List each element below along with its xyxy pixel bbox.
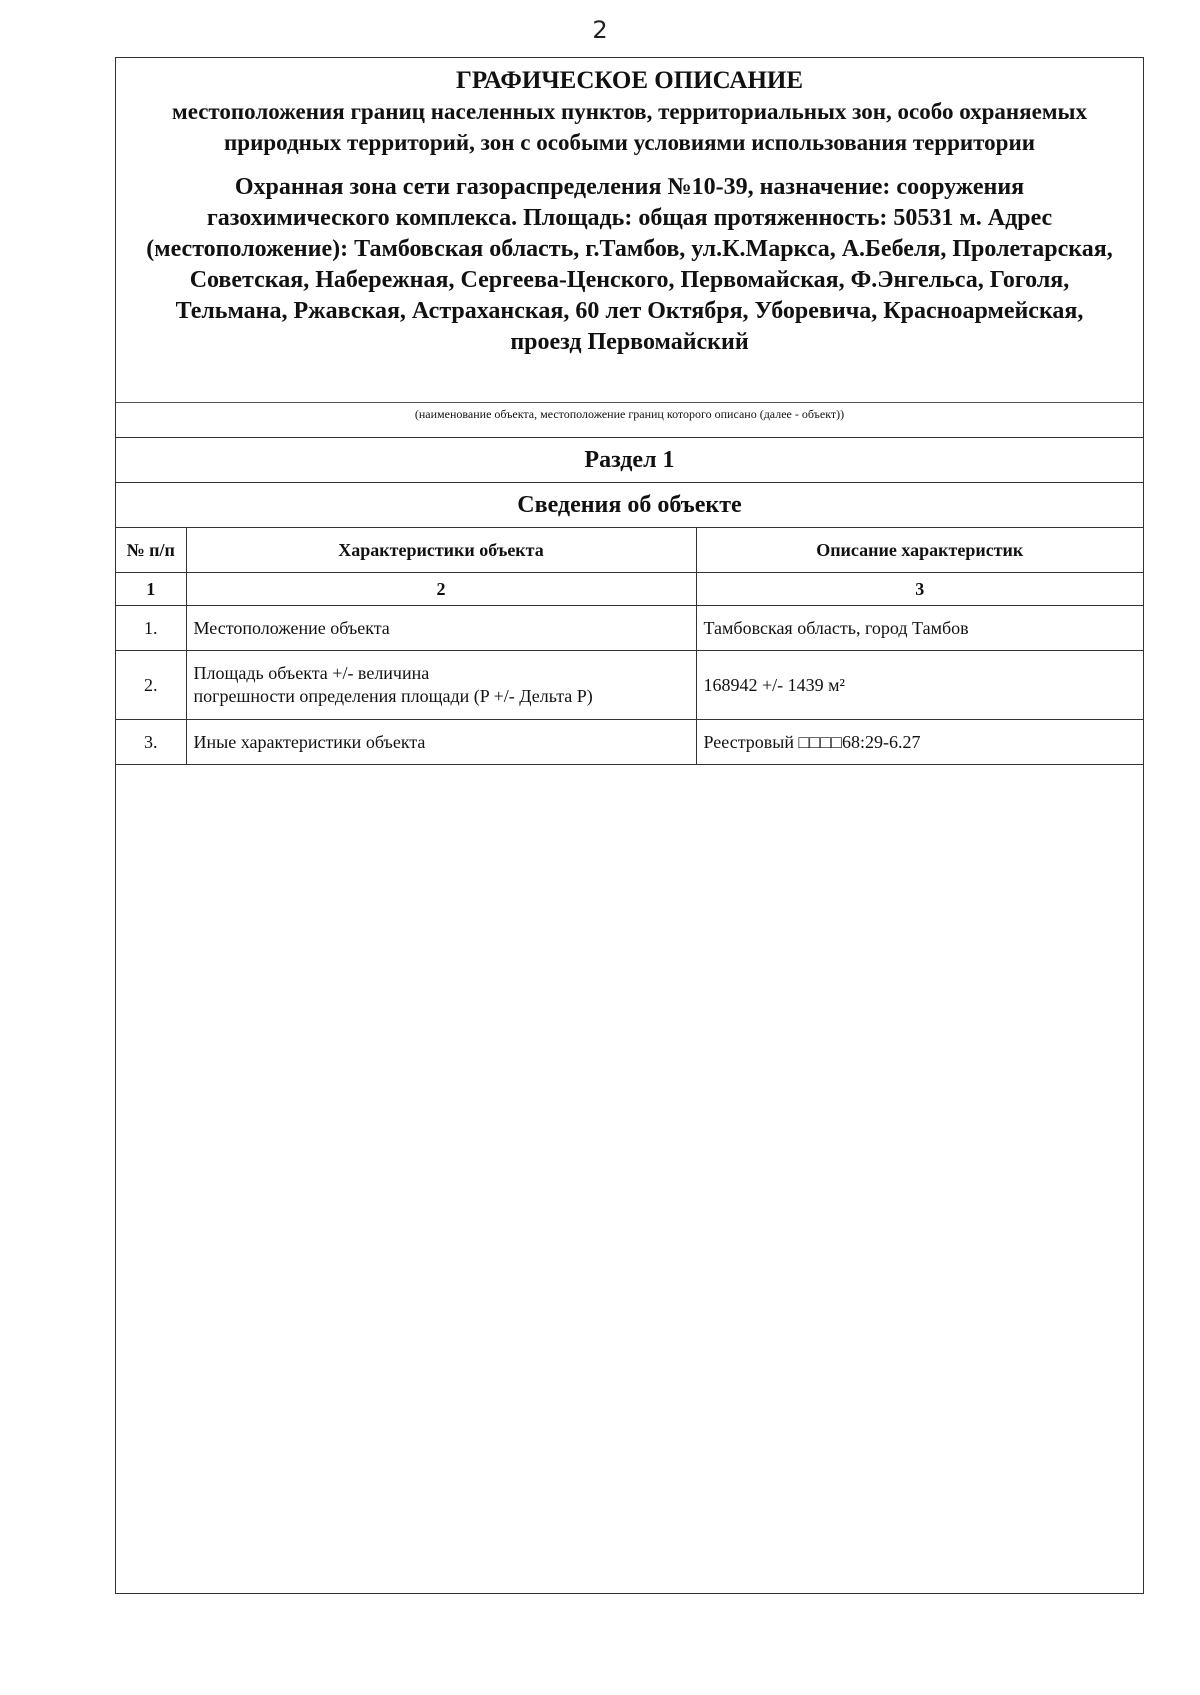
table-row (116, 651, 1143, 720)
row-characteristic-line-2: погрешности определения площади (P +/- Дельта P) (193, 686, 593, 706)
table-header-row (116, 528, 1143, 573)
row-characteristic-line-1: Площадь объекта +/- величина (193, 663, 430, 683)
object-info-table (116, 527, 1143, 765)
row-description: Реестровый □□□□68:29-6.27 (696, 720, 1143, 765)
column-number-1: 1 (116, 573, 186, 606)
column-number-2: 2 (186, 573, 696, 606)
column-number-3: 3 (696, 573, 1143, 606)
document-title: ГРАФИЧЕСКОЕ ОПИСАНИЕ (455, 67, 804, 94)
header-cell-number: № п/п (116, 528, 186, 573)
column-number-row (116, 573, 1143, 606)
row-number: 3. (116, 720, 186, 765)
row-characteristic (186, 651, 696, 720)
row-description: 168942 +/- 1439 м² (696, 651, 1143, 720)
document-header (116, 58, 1143, 402)
document-frame (115, 57, 1144, 1594)
row-number: 2. (116, 651, 186, 720)
object-caption: (наименование объекта, местоположение границ которого описано (далее - объект)) (116, 402, 1143, 437)
section-subtitle: Сведения об объекте (116, 482, 1143, 527)
object-name: Охранная зона сети газораспределения №10-39, назначение: сооружения газохимического комплекса. Площадь: общая протяженность: 50531 м. Адрес (местоположение): Тамбовская область, г.Тамбов, ул.К.Маркса, А.Бебеля, Пролетарская, Советская, Набережная, Сергеева-Ценского, Первомайская, Ф.Энгельса, Гоголя, Тельмана, Ржавская, Астраханская, 60 лет Октября, Уборевича, Красноармейская, проезд Первомайский (146, 174, 1113, 355)
table-row (116, 606, 1143, 651)
row-characteristic: Местоположение объекта (186, 606, 696, 651)
row-characteristic: Иные характеристики объекта (186, 720, 696, 765)
table-row (116, 720, 1143, 765)
document-subtitle: местоположения границ населенных пунктов, территориальных зон, особо охраняемых природных территорий, зон с особыми условиями использования территории (172, 99, 1087, 155)
section-title: Раздел 1 (116, 437, 1143, 482)
page-number: 2 (592, 16, 608, 44)
header-cell-description: Описание характеристик (696, 528, 1143, 573)
row-description: Тамбовская область, город Тамбов (696, 606, 1143, 651)
header-cell-characteristic: Характеристики объекта (186, 528, 696, 573)
row-number: 1. (116, 606, 186, 651)
